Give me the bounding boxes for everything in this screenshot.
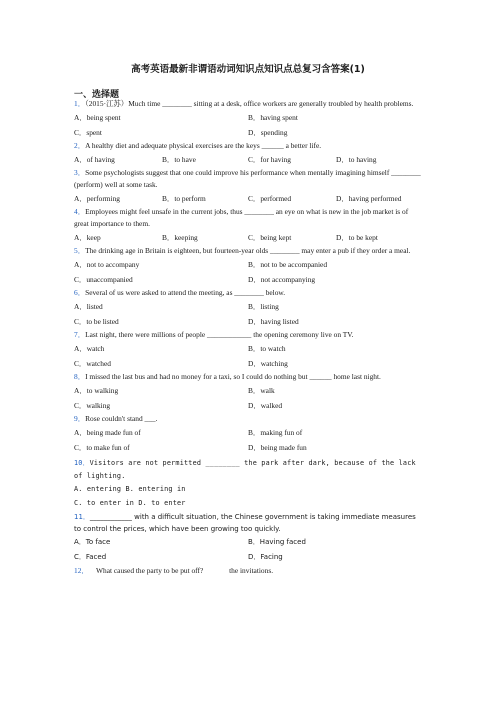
question-stem: I missed the last bus and had no money for a taxi, so I could do nothing but ______ home last night.: [85, 372, 381, 381]
option-c[interactable]: C．watched: [74, 359, 111, 368]
option-d[interactable]: D．walked: [248, 401, 283, 410]
question-item: [74, 98, 424, 140]
document-title: 高考英语最新非谓语动词知识点知识点总复习含答案(1): [131, 64, 365, 75]
option-a[interactable]: A．To face: [74, 538, 111, 546]
option-row-cd[interactable]: C. to enter in D. to enter: [74, 499, 186, 507]
option-c[interactable]: C．to make fun of: [74, 443, 130, 452]
option-d[interactable]: D．being made fun: [248, 443, 307, 452]
option-a[interactable]: A．being made fun of: [74, 428, 141, 437]
question-number: 12．: [74, 566, 89, 575]
question-item: [74, 457, 424, 511]
option-a[interactable]: A．of having: [74, 155, 115, 164]
option-a[interactable]: A．performing: [74, 194, 120, 203]
question-item: [74, 329, 424, 371]
question-number: 1．: [74, 99, 86, 108]
option-b[interactable]: B．keeping: [162, 233, 198, 242]
question-number: 8．: [74, 372, 86, 381]
question-stem: ____________ with a difficult situation, the Chinese government is taking immediate measures to control the prices, which have been growing too quickly.: [74, 513, 416, 533]
question-stem: What caused the party to be put off? the invitations.: [88, 566, 274, 575]
option-b[interactable]: B．to have: [162, 155, 196, 164]
question-stem: Visitors are not permitted ________ the park after dark, because of the lack of lighting.: [74, 459, 416, 480]
question-item: [74, 413, 424, 455]
question-item: [74, 287, 424, 329]
question-stem: Employees might feel unsafe in the current jobs, thus ________ an eye on what is new in the job market is of great importance to them.: [74, 207, 409, 228]
question-stem: Some psychologists suggest that one could improve his performance when mentally imagining himself ________ (perform) well at some task.: [74, 168, 421, 189]
option-b[interactable]: B．walk: [248, 386, 275, 395]
question-item: [74, 511, 424, 565]
question-list: [74, 98, 424, 577]
option-d[interactable]: D．to be kept: [336, 233, 378, 242]
option-c[interactable]: C．performed: [248, 194, 292, 203]
option-row-ab[interactable]: A. entering B. entering in: [74, 485, 186, 493]
question-stem: （2015·江苏）Much time ________ sitting at a desk, office workers are generally troubled by health problems.: [85, 99, 414, 108]
question-item: [74, 167, 424, 206]
option-a[interactable]: A．being spent: [74, 113, 121, 122]
question-item: [74, 206, 424, 245]
option-b[interactable]: B．to perform: [162, 194, 206, 203]
option-b[interactable]: B．listing: [248, 302, 279, 311]
option-c[interactable]: C．spent: [74, 128, 102, 137]
option-b[interactable]: B．not to be accompanied: [248, 260, 328, 269]
option-d[interactable]: D．Facing: [248, 553, 283, 561]
option-b[interactable]: B．Having faced: [248, 538, 306, 546]
option-c[interactable]: C．unaccompanied: [74, 275, 133, 284]
option-c[interactable]: C．Faced: [74, 553, 107, 561]
question-stem: Rose couldn't stand ___.: [85, 414, 158, 423]
option-d[interactable]: D．to having: [336, 155, 377, 164]
question-number: 11．: [74, 513, 90, 521]
option-b[interactable]: B．making fun of: [248, 428, 303, 437]
question-stem: Last night, there were millions of people ____________ the opening ceremony live on TV.: [85, 330, 354, 339]
question-number: 2．: [74, 141, 86, 150]
option-d[interactable]: D．having performed: [336, 194, 402, 203]
question-number: 10．: [74, 459, 90, 467]
option-d[interactable]: D．watching: [248, 359, 288, 368]
option-d[interactable]: D．having listed: [248, 317, 299, 326]
question-number: 6．: [74, 288, 86, 297]
section-heading: 一、选择题: [74, 90, 120, 100]
option-d[interactable]: D．spending: [248, 128, 288, 137]
option-c[interactable]: C．being kept: [248, 233, 292, 242]
option-c[interactable]: C．walking: [74, 401, 111, 410]
option-d[interactable]: D．not accompanying: [248, 275, 316, 284]
option-b[interactable]: B．having spent: [248, 113, 298, 122]
question-item: [74, 371, 424, 413]
question-stem: A healthy diet and adequate physical exercises are the keys ______ a better life.: [85, 141, 322, 150]
option-a[interactable]: A．listed: [74, 302, 103, 311]
option-a[interactable]: A．not to accompany: [74, 260, 140, 269]
question-item: [74, 565, 424, 577]
question-stem: Several of us were asked to attend the meeting, as ________ below.: [85, 288, 286, 297]
option-c[interactable]: C．to be listed: [74, 317, 119, 326]
option-b[interactable]: B．to watch: [248, 344, 286, 353]
option-a[interactable]: A．watch: [74, 344, 105, 353]
option-a[interactable]: A．to walking: [74, 386, 119, 395]
question-item: [74, 245, 424, 287]
question-number: 7．: [74, 330, 86, 339]
option-a[interactable]: A．keep: [74, 233, 101, 242]
question-item: [74, 140, 424, 167]
question-number: 5．: [74, 246, 86, 255]
question-stem: The drinking age in Britain is eighteen, but fourteen-year olds ________ may enter a pub if they order a meal.: [85, 246, 411, 255]
question-number: 4．: [74, 207, 86, 216]
question-number: 9．: [74, 414, 86, 423]
question-number: 3．: [74, 168, 86, 177]
option-c[interactable]: C．for having: [248, 155, 291, 164]
